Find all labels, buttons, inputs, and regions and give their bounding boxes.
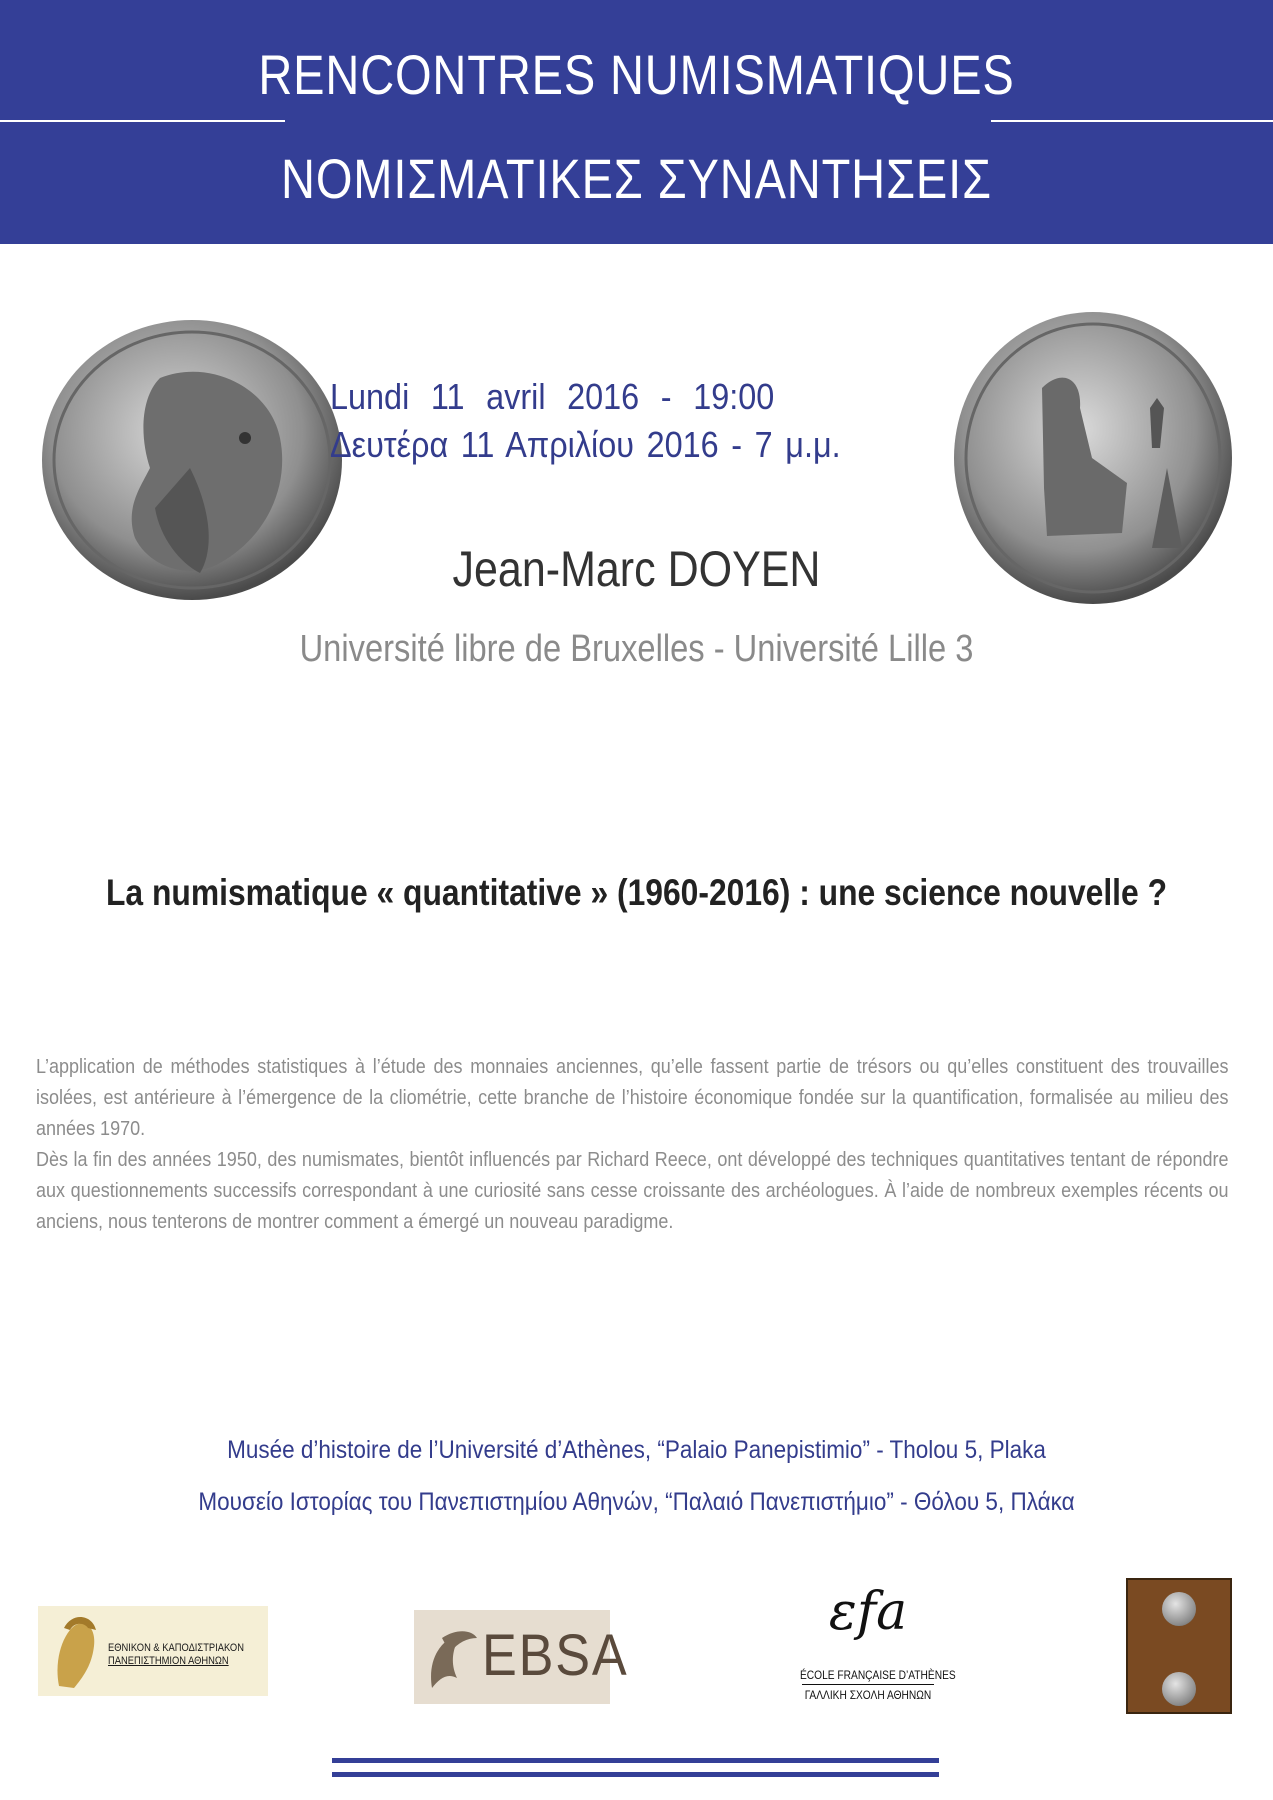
footer-rule-top [332, 1758, 939, 1763]
header-rule-left [0, 120, 285, 122]
series-title-greek: ΝΟΜΙΣΜΑΤΙΚΕΣ ΣΥΝΑΝΤΗΣΕΙΣ [281, 147, 992, 210]
athena-head-icon [44, 1606, 104, 1696]
footer-rule-bottom [332, 1772, 939, 1777]
talk-title: La numismatique « quantitative » (1960-2016) : une science nouvelle ? [105, 872, 1168, 913]
header-rule-right [991, 120, 1273, 122]
venue-french: Musée d’histoire de l’Université d’Athènes, “Palaio Panepistimio” - Tholou 5, Plaka [227, 1436, 1046, 1464]
efa-monogram: εfa [828, 1582, 908, 1642]
ebsa-wordmark: EBSA [482, 1623, 629, 1688]
plaque-coin-icon [1162, 1672, 1196, 1706]
efa-logo [788, 1582, 956, 1710]
efa-divider [802, 1684, 934, 1685]
header-banner [0, 0, 1273, 244]
speaker-affiliation: Université libre de Bruxelles - Université Lille 3 [299, 628, 974, 670]
uoa-line-1: ΕΘΝΙΚΟΝ & ΚΑΠΟΔΙΣΤΡΙΑΚΟΝ [108, 1642, 244, 1654]
efa-name-greek: ΓΑΛΛΙΚΗ ΣΧΟΛΗ ΑΘΗΝΩΝ [804, 1688, 932, 1702]
event-date-greek: Δευτέρα 11 Απριλίου 2016 - 7 μ.μ. [330, 424, 841, 465]
abstract-paragraph-1: L’application de méthodes statistiques à l’étude des monnaies anciennes, qu’elle fassent partie de trésors ou qu’elles constituent des trouvailles isolées, est antérieure à l’émergence de la cliométrie, cette branche de l’histoire économique fondée sur la quantification, formalisée au milieu des années 1970. [36, 1056, 1229, 1140]
uoa-line-2: ΠΑΝΕΠΙΣΤΗΜΙΟΝ ΑΘΗΝΩΝ [108, 1655, 229, 1667]
ebsa-logo [414, 1610, 629, 1704]
plaque-coin-icon [1162, 1592, 1196, 1626]
speaker-name: Jean-Marc DOYEN [452, 541, 821, 597]
university-athens-logo [38, 1606, 268, 1696]
abstract-paragraph-2: Dès la fin des années 1950, des numismates, bientôt influencés par Richard Reece, ont développé des techniques quantitatives tentant de répondre aux questionnements successifs correspondant à une curiosité sans cesse croissante des archéologues. À l’aide de nombreux exemples récents ou anciens, nous tenterons de montrer comment a émergé un nouveau paradigme. [36, 1149, 1229, 1233]
talk-abstract [36, 1052, 1229, 1238]
event-date-french: Lundi 11 avril 2016 - 19:00 [330, 376, 775, 417]
ebsa-emblem-icon [422, 1618, 482, 1698]
venue-greek: Μουσείο Ιστορίας του Πανεπιστημίου Αθηνών, “Παλαιό Πανεπιστήμιο” - Θόλου 5, Πλάκα [198, 1488, 1075, 1516]
museum-plaque-logo [1126, 1578, 1232, 1714]
efa-name-french: ÉCOLE FRANÇAISE D’ATHÈNES [800, 1668, 956, 1682]
series-title-french: RENCONTRES NUMISMATIQUES [258, 43, 1015, 106]
